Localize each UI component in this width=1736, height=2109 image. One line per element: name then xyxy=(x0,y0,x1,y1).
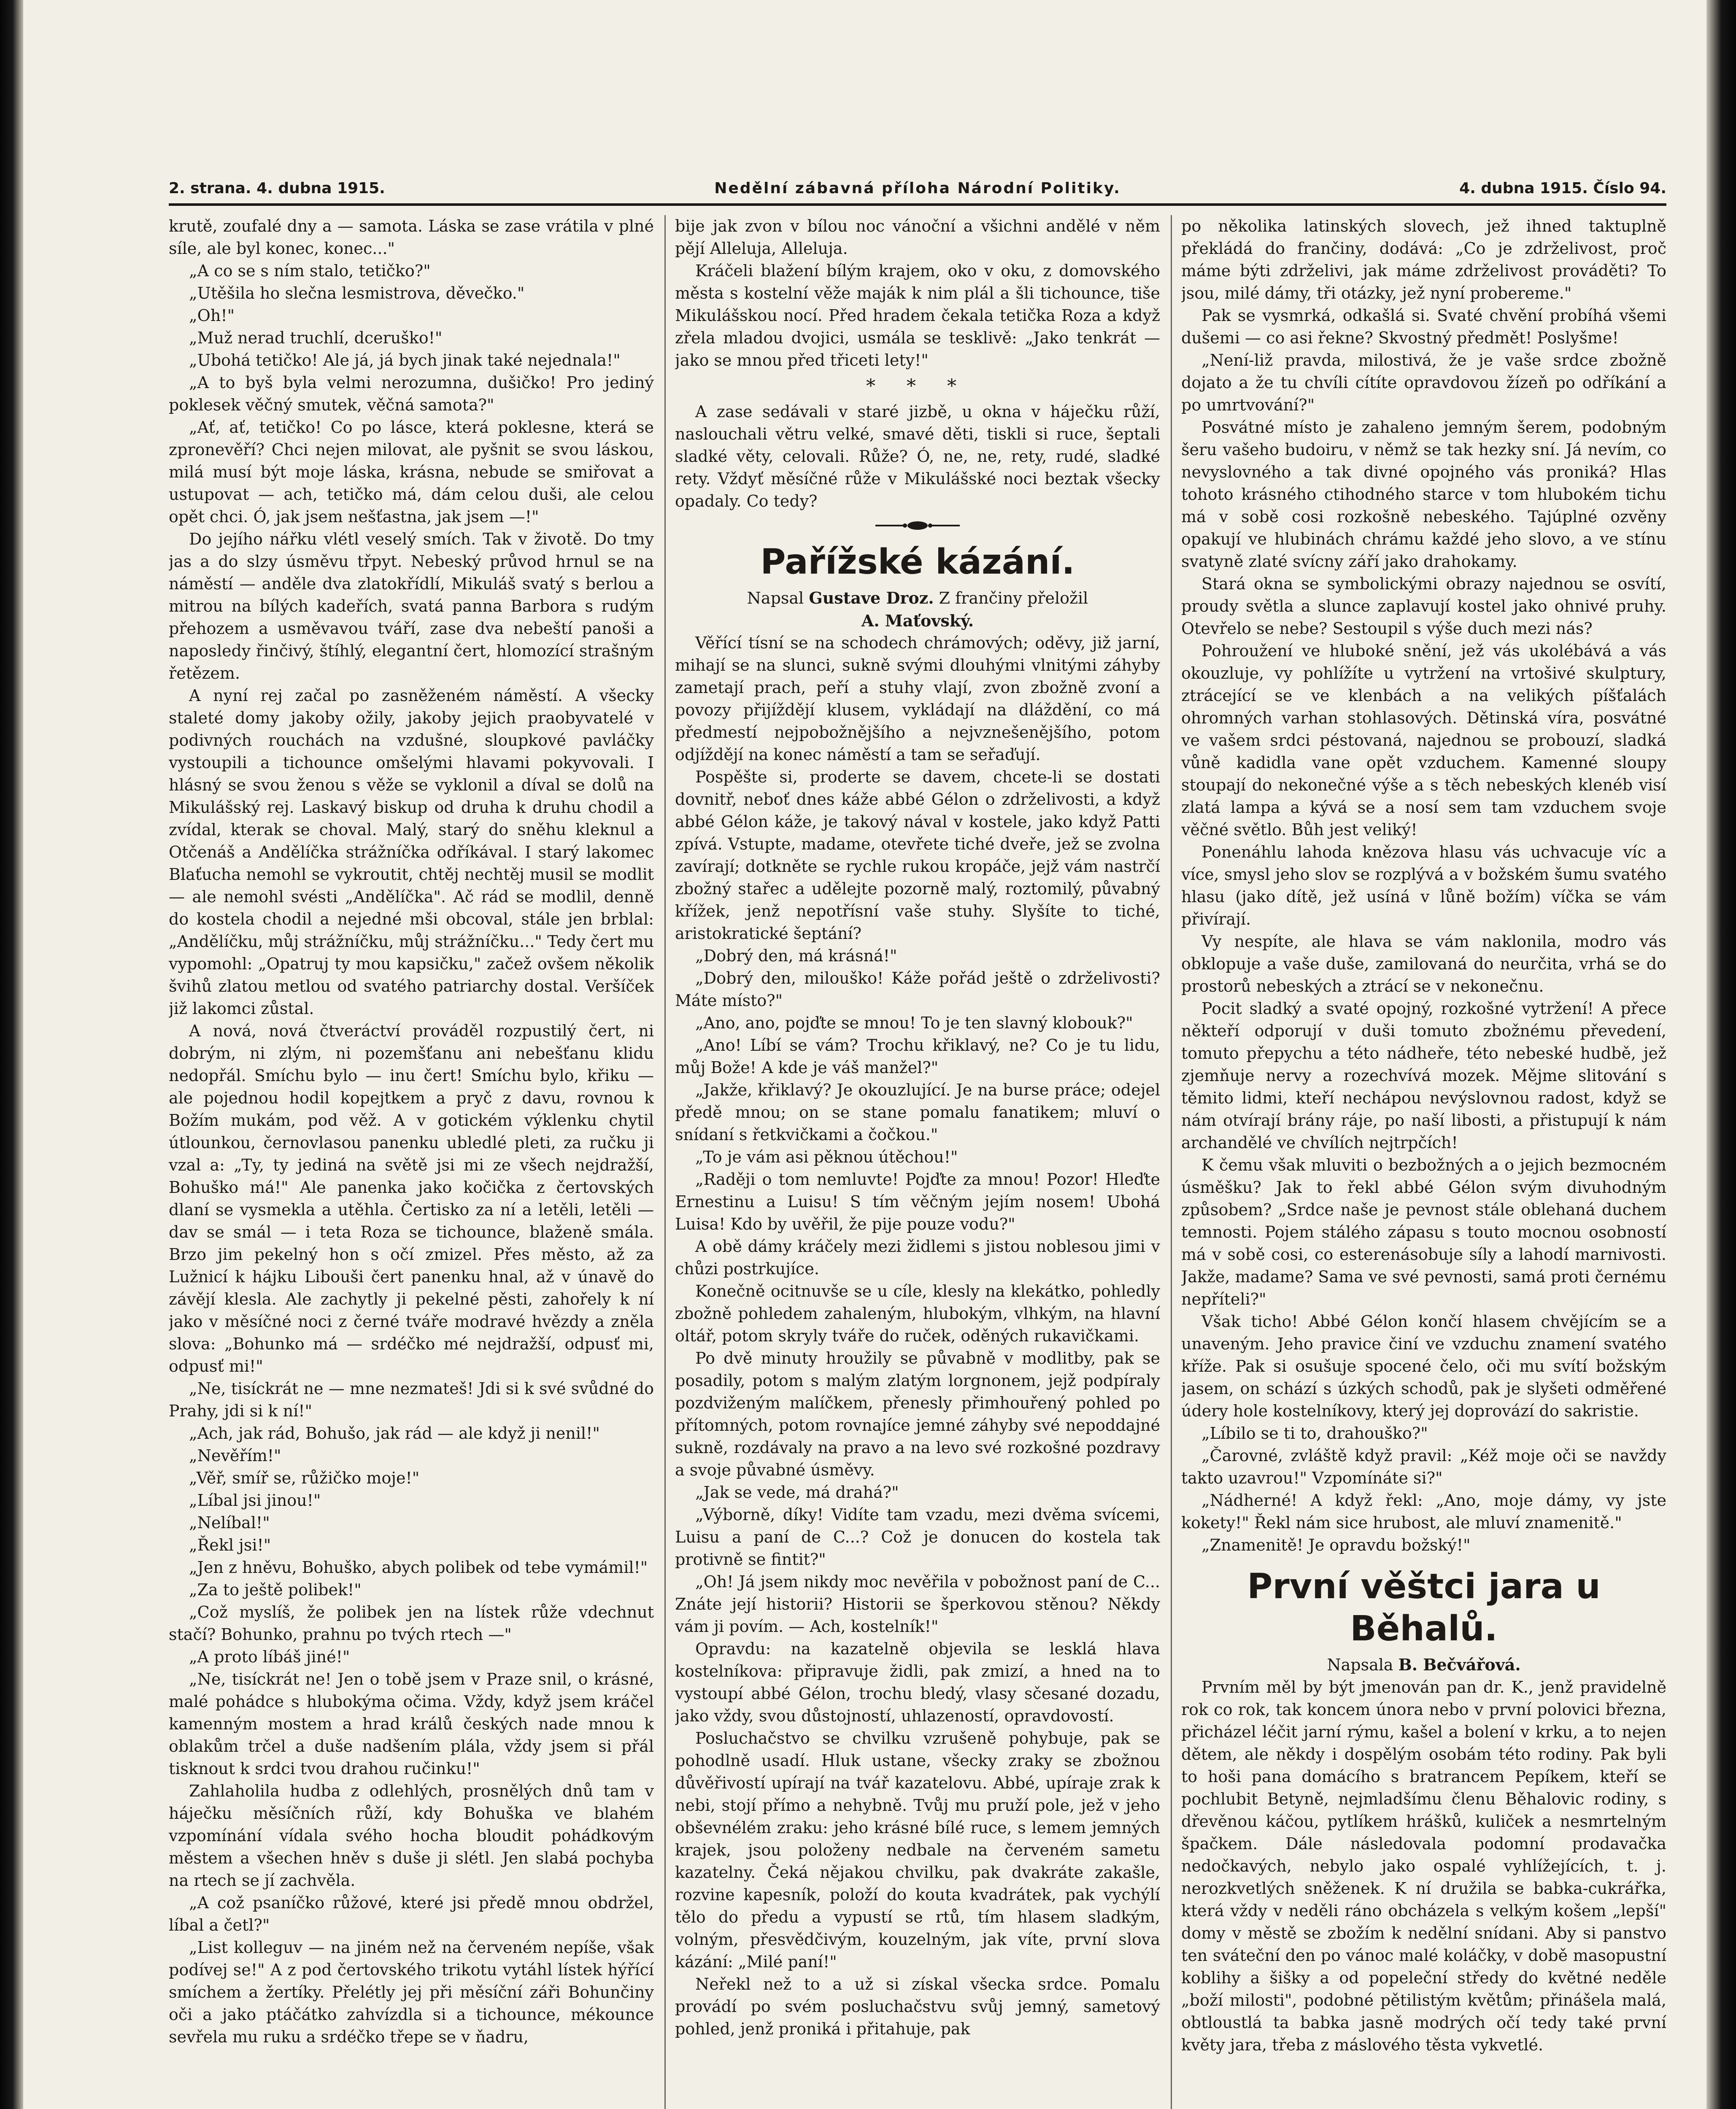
paragraph: „Utěšila ho slečna lesmistrova, děvečko." xyxy=(189,284,525,302)
paragraph: „Líbal jsi jinou!" xyxy=(189,1491,321,1510)
article-title: Pařížské kázání. xyxy=(760,542,1075,582)
paragraph: po několika latinských slovech, jež ihned taktuplně překládá do frančiny, dodává: „Co je zdrželivost, proč máme býti zdrželivi, jak máme zdrželivost prováděti? To jsou, milé dámy, tři otázky, jež nyní probereme." xyxy=(1181,217,1666,302)
paragraph: bije jak zvon v bílou noc vánoční a všichni andělé v něm pějí Alleluja, Alleluja. xyxy=(675,217,1160,258)
paragraph: „Oh!" xyxy=(189,306,235,325)
paragraph: krutě, zoufalé dny a — samota. Láska se zase vrátila v plné síle, ale byl konec, konec..." xyxy=(169,217,654,258)
ornament-icon xyxy=(871,519,964,532)
paragraph: „Nádherné! A když řekl: „Ano, moje dámy, vy jste kokety!" Řekl nám sice hrubost, ale mluví znamenitě." xyxy=(1181,1491,1666,1532)
paragraph: Pohroužení ve hluboké snění, jež vás ukolébává a vás okouzluje, vy pohlížíte u vytržení na vrtošivé skulptury, ztrácející se ve klenbách a na velikých píšťalách ohromných varhan stohlasových. Dětinská víra, posvátné ve vašem srdci péstovaná, najednou se probouzí, sladká vůně kadidla vane opět vzduchem. Kamenné sloupy stoupají do nekonečné výše a s těch nebeských klenéb visí zlatá lampa a kývá se a nosí sem tam vzduchem svoje věčné světlo. Bůh jest veliký! xyxy=(1181,642,1666,839)
paragraph: Pospěšte si, proderte se davem, chcete-li se dostati dovnitř, neboť dnes káže abbé Gélon o zdrželivosti, a když abbé Gélon káže, je takový nával v kostele, jako když Patti zpívá. Vstupte, madame, otevřete tiché dveře, jež se zvolna zavírají; dotkněte se rychle rukou kropáče, jejž vám nastrčí zbožný stařec a udělejte pozorně malý, roztomilý, půvabný křížek, jenž nepotřísní vaše stuhy. Slyšíte to tiché, aristokratické šeptání? xyxy=(675,768,1160,943)
paragraph: Po dvě minuty hroužily se půvabně v modlitby, pak se posadily, potom s malým zlatým lorgnonem, jejž podpíraly pozdviženým malíčkem, přenesly přimhouřený pohled po přítomných, potom rovnajíce jemné záhyby své nepoddajné sukně, rozdávaly na pravo a na levo své rozkošné pozdravy a svoje půvabné úsměvy. xyxy=(675,1349,1160,1479)
paragraph: „List kolleguv — na jiném než na červeném nepíše, však podívej se!" A z pod čertovského trikotu vytáhl lístek hýřící smíchem a žertíky. Přelétly jej při měsíční záři Bohunčiny oči a jako ptáčátko zahvízdla si a tichounce, mékounce sevřela mu ruku a srdéčko třepe se v ňadru, xyxy=(169,1938,654,2046)
paragraph: A nová, nová čtveráctví prováděl rozpustilý čert, ni dobrým, ni zlým, ni pozemšťanu ani nebešťanu klidu nedopřál. Smíchu bylo — inu čert! Smíchu bylo, křiku — ale pojednou hodil kopejtkem a pryč z davu, rovnou k Božím mukám, pod věž. A v gotickém výklenku chytil útlounkou, černovlasou panenku ubledlé pleti, za ručku ji vzal a: „Ty, ty jediná na světě jsi mi ze všech nejdražší, Bohuško má!" Ale panenka jako kočička z čertovských dlaní se vysmekla a utěhla. Čertisko za ní a letěli, letěli — dav se smál — i teta Roza se tichounce, blaženě smála. Brzo jim pekelný hon s očí zmizel. Přes město, až za Lužnicí k hájku Libouši čert panenku hnal, až v únavě do závějí klesla. Ale zachytly ji pekelné pěsti, zahořely k ní jako v měsíčné noci z černé tváře modravé hvězdy a zněla slova: „Bohunko má — srdéčko mé nejdražší, odpusť mi, odpusť mi!" xyxy=(169,1022,654,1375)
paragraph: „Dobrý den, má krásná!" xyxy=(695,947,897,965)
byline-prefix: Napsala xyxy=(1327,1656,1393,1674)
paragraph: „Není-liž pravda, milostivá, že je vaše srdce zbožně dojato a že tu chvíli cítíte opravdovou žízeň po odříkání a po umrtvování?" xyxy=(1181,351,1666,414)
header-right: 4. dubna 1915. Číslo 94. xyxy=(1459,180,1666,197)
paragraph: „A proto líbáš jiné!" xyxy=(189,1648,350,1666)
paragraph: Neřekl než to a už si získal všecka srdce. Pomalu provádí po svém posluchačstvu svůj jemný, sametový pohled, jenž proniká i přitahuje, pak xyxy=(675,1975,1160,2038)
article-title: První věštci jara u Běhalů. xyxy=(1247,1567,1601,1649)
column-separator xyxy=(1171,215,1172,2109)
byline-translation: Z frančiny přeložil xyxy=(939,589,1088,607)
header-left: 2. strana. 4. dubna 1915. xyxy=(169,180,385,197)
header-center: Nedělní zábavná příloha Národní Politiky. xyxy=(714,180,1121,197)
paragraph: „Raději o tom nemluvte! Pojďte za mnou! Pozor! Hleďte Ernestinu a Luisu! S tím věčným jejím nosem! Ubohá Luisa! Kdo by uvěřil, že pije pouze vodu?" xyxy=(675,1170,1160,1233)
paragraph: „Jakže, křiklavý? Je okouzlující. Je na burse práce; odejel předě mnou; on se stane pomalu fanatikem; mluví o snídaní s řetkvičkami a čočkou." xyxy=(675,1081,1160,1144)
paragraph: Ponenáhlu lahoda knězova hlasu vás uchvacuje víc a více, smysl jeho slov se rozplývá a v božském šumu svatého hlasu (jako dítě, jež usíná v lůně božím) víčka se vám přivírají. xyxy=(1181,843,1666,928)
paragraph: „Oh! Já jsem nikdy moc nevěřila v pobožnost paní de C... Znáte její historii? Historii se šperkovou stěnou? Někdy vám ji povím. — Ach, kostelník!" xyxy=(675,1572,1160,1636)
paragraph: Vy nespíte, ale hlava se vám naklonila, modro vás obklopuje a vaše duše, zamilovaná do neurčita, vrhá se do prostorů nebeských a ztrácí se v nekonečnu. xyxy=(1181,932,1666,995)
paragraph: „Líbilo se ti to, drahouško?" xyxy=(1201,1424,1428,1443)
paragraph: Věřící tísní se na schodech chrámových; oděvy, již jarní, mihají se na slunci, sukně svými dlouhými vlnitými záhyby zametají prach, peří a stuhy vlají, zvon zbožně zvoní a povozy přijíždějí klusem, vykládají na dláždění, co má předmestí nejpobožnějšího a nejvznešenějšího, potom odjíždějí na konec náměstí a tam se seřaďují. xyxy=(675,634,1160,764)
paragraph: Prvním měl by být jmenován pan dr. K., jenž pravidelně rok co rok, tak koncem února nebo v první polovici března, přicházel léčit jarní rýmu, kašel a bolení v krku, a to nejen dětem, ale někdy i dospělým osobám této rodiny. Pak byli to hoši pana domácího s bratrancem Pepíkem, kteří se pochlubit Betyně, nejmladšímu členu Běhalovic rodiny, s dřevěnou káčou, pytlíkem hrášků, kuliček a nesmrtelným špačkem. Dále následovala podomní prodavačka nedočkavých, nebylo jako ospalé vyhlížejících, t. j. nerozkvetlých sněženek. K ní družila se babka-cukrářka, která vždy v neděli ráno obcházela s velkým košem „lepší" domy v městě se zbožím k nedělní snídani. Aby si panstvo ten sváteční den po vánoc malé koláčky, v době masopustní koblihy a šišky a od popeleční středy do květné neděle „boží milosti", podobné pětilistým květům; přinášela malá, obtloustlá ta babka jasně modrých očí tedy také první květy jara, třeba z máslového těsta vykvetlé. xyxy=(1181,1678,1666,2054)
paragraph: „Za to ještě polibek!" xyxy=(189,1580,362,1599)
byline xyxy=(675,587,1160,610)
paragraph: „Ne, tisíckrát ne — mne nezmateš! Jdi si k své svůdné do Prahy, jdi si k ní!" xyxy=(169,1379,654,1420)
paragraph: „Nevěřím!" xyxy=(189,1446,281,1465)
paragraph: „Ne, tisíckrát ne! Jen o tobě jsem v Praze snil, o krásné, malé pohádce s hlubokýma očima. Vždy, když jsem kráčel kamenným mostem a hrad králů českých nade mnou k oblakům trčel a duše nadšením plála, vždy jsem si přál tisknout k srdci tvou drahou ručinku!" xyxy=(169,1670,654,1778)
scan-edge-left xyxy=(0,0,23,2109)
paragraph: „A to byš byla velmi nerozumna, dušičko! Pro jediný poklesek věčný smutek, věčná samota?" xyxy=(169,373,654,414)
byline-author: Gustave Droz. xyxy=(809,588,934,607)
paragraph: Do jejího nářku vlétl veselý smích. Tak v životě. Do tmy jas a do slzy úsměvu třpyt. Nebeský průvod hrnul se na náměstí — anděle dva zlatokřídlí, Mikuláš svatý s berlou a mitrou na bílých kadeřích, svatá panna Barbora s rudým přehozem a usměvavou tváří, zase dva nebeští panoši a naposledy řinčivý, štíhlý, elegantní čert, hlomozící strašným řetězem. xyxy=(169,530,654,682)
paragraph: K čemu však mluviti o bezbožných a o jejich bezmocném úsměšku? Jak to řekl abbé Gélon svým divuhodným způsobem? „Srdce naše je pevnost stále oblehaná duchem temnosti. Pojem stálého zápasu s touto mocnou osobností má v sobě cosi, co esterenásobuje síly a lahodí marnivosti. Jakže, madame? Sama ve své pevnosti, samá proti černému nepříteli?" xyxy=(1181,1156,1666,1308)
paragraph: „Ach, jak rád, Bohušo, jak rád — ale když ji nenil!" xyxy=(189,1424,600,1443)
paragraph: „Což myslíš, že polibek jen na lístek růže vdechnut stačí? Bohunko, prahnu po tvých rtech —" xyxy=(169,1603,654,1644)
scan-edge-right xyxy=(1706,0,1736,2109)
paragraph: „A co se s ním stalo, tetičko?" xyxy=(189,262,431,280)
paragraph: Zahlaholila hudba z odlehlých, prosnělých dnů tam v háječku měsíčních růží, kdy Bohuška ve blahém vzpomínání vídala svého hocha bloudit pohádkovým městem a všechen hněv s duše ji slétl. Jen slabá pochyba na rtech se jí zachvěla. xyxy=(169,1782,654,1890)
paragraph: „Dobrý den, milouško! Káže pořád ještě o zdrželivosti? Máte místo?" xyxy=(675,969,1160,1010)
paragraph: „To je vám asi pěknou útěchou!" xyxy=(695,1148,958,1166)
paragraph: Konečně ocitnuvše se u cíle, klesly na klekátko, pohledly zbožně pohledem zahaleným, hlubokým, vlhkým, na hlavní oltář, potom skryly tváře do ruček, oděných rukavičkami. xyxy=(675,1282,1160,1345)
paragraph: „Jak se vede, má drahá?" xyxy=(695,1483,899,1502)
paragraph: Posvátné místo je zahaleno jemným šerem, podobným šeru vašeho budoiru, v němž se tak hezky sní. Já nevím, co nevyslovného a tak divné opojného vás proniká? Hlas tohoto krásného ctihodného starce v tom hlubokém tichu má v sobě cosi rozkošně nebeského. Tajúplné ozvěny opakují ve hlubinách chrámu každé jeho slovo, a ve stínu svatyně zlaté svícny září jako drahokamy. xyxy=(1181,418,1666,571)
paragraph: Pocit sladký a svaté opojný, rozkošné vytržení! A přece někteří odporují v duši tomuto zbožnému převedení, tomuto přepychu a této nádheře, této nebeské hudbě, jež zjemňuje nervy a rozechvívá mozek. Mějme slitování s těmito lidmi, kteří nechápou nevýslovnou radost, když se nám otvírají brány ráje, po naší libosti, a přistupují k nám archandělé ve chvílích nejtrpčích! xyxy=(1181,999,1666,1152)
paragraph: „Ano, ano, pojďte se mnou! To je ten slavný klobouk?" xyxy=(695,1014,1133,1032)
paragraph: A zase sedávali v staré jizbě, u okna v háječku růží, naslouchali větru velké, smavé děti, tiskli si ruce, šeptali sladké věty, celovali. Růže? Ó, ne, ne, rety, rudé, sladké rety. Vždyť měsíčné růže v Mikulášské noci beztak všecky opadaly. Co tedy? xyxy=(675,402,1160,510)
newspaper-page xyxy=(169,177,1666,2109)
paragraph: Kráčeli blažení bílým krajem, oko v oku, z domovského města s kostelní věže maják k nim plál a šli tichounce, tiše Mikulášskou nocí. Před hradem čekala tetička Roza a když zřela mladou dvojici, usmála se tesklivě: „Jako tenkrát — jako se mnou před třiceti lety!" xyxy=(675,262,1160,369)
paragraph: „A což psaníčko růžové, které jsi předě mnou obdržel, líbal a četl?" xyxy=(169,1893,654,1934)
paragraph: Však ticho! Abbé Gélon končí hlasem chvějícím se a unaveným. Jeho pravice činí ve vzduchu znamení svatého kříže. Pak si osušuje spocené čelo, oči mu svítí božským jasem, on schází s úzkých schodů, pak je slyšeti odměřené údery hole kostelníkovy, který jej doprovází do sakristie. xyxy=(1181,1312,1666,1420)
paragraph: „Čarovné, zvláště když pravil: „Kéž moje oči se navždy takto uzavrou!" Vzpomínáte si?" xyxy=(1181,1446,1666,1487)
paragraph: Pak se vysmrká, odkašlá si. Svaté chvění probíhá všemi dušemi — co asi řekne? Skvostný předmět! Poslyšme! xyxy=(1181,306,1666,347)
column-separator xyxy=(664,215,666,2109)
byline xyxy=(1181,1653,1666,1676)
column-3 xyxy=(1181,215,1666,2109)
paragraph: „Jen z hněvu, Bohuško, abych polibek od tebe vymámil!" xyxy=(189,1558,648,1577)
paragraph: „Ano! Líbí se vám? Trochu křiklavý, ne? Co je tu lidu, můj Bože! A kde je váš manžel?" xyxy=(675,1036,1160,1077)
column-2 xyxy=(675,215,1160,2109)
paragraph: „Znamenitě! Je opravdu božský!" xyxy=(1201,1536,1471,1554)
paragraph: Posluchačstvo se chvilku vzrušeně pohybuje, pak se pohodlně usadí. Hluk ustane, všecky zraky se zbožnou důvěřivostí upírají na tvář kazatelovu. Abbé, upíraje zrak k nebi, stojí přímo a nehybně. Tvůj mu pruží pole, jež v jeho obševnélém zraku: jeho krásné bílé ruce, s lemem jemných krajek, jsou položeny nedbale na červeném sametu kazatelny. Čeká nějakou chvilku, pak dvakráte zakašle, rozvine kapesník, položí do kouta kvadrátek, pak vychýlí tělo do předu a vypustí se rtů, tím hlasem sladkým, volným, přesvědčivým, kouzelným, jak víte, první slova kázání: „Milé paní!" xyxy=(675,1729,1160,1971)
section-stars: * * * xyxy=(866,375,969,397)
paragraph: „Věř, smíř se, růžičko moje!" xyxy=(189,1469,420,1487)
byline-prefix: Napsal xyxy=(747,589,804,607)
paragraph: „Výborně, díky! Vidíte tam vzadu, mezi dvěma svícemi, Luisu a paní de C...? Což je donucen do kostela tak protivně se fintit?" xyxy=(675,1505,1160,1569)
byline-author: B. Bečvářová. xyxy=(1398,1655,1521,1674)
paragraph: A obě dámy kráčely mezi židlemi s jistou noblesou jimi v chůzi postrkujíce. xyxy=(675,1237,1160,1278)
column-1 xyxy=(169,215,654,2109)
paragraph: „Nelíbal!" xyxy=(189,1513,270,1532)
paragraph: „Ať, ať, tetičko! Co po lásce, která poklesne, která se zpronevěří? Chci nejen milovat, ale pyšnit se svou láskou, milá musí být moje láska, krásna, nebude se smiřovat a ustupovat — ach, tetičko má, dám celou duši, ale celou opět chci. Ó, jak jsem nešťastna, jak jsem —!" xyxy=(169,418,654,526)
paragraph: Opravdu: na kazatelně objevila se lesklá hlava kostelníkova: připravuje židli, pak zmizí, a hned na to vystoupí abbé Gélon, trochu bledý, vlasy sčesané dozadu, jako vždy, svou důstojností, uhlazeností, opravdovostí. xyxy=(675,1640,1160,1725)
paragraph: „Řekl jsi!" xyxy=(189,1536,271,1554)
header-rule xyxy=(169,203,1666,206)
ornament-divider xyxy=(675,519,1160,532)
paragraph: „Muž nerad truchlí, dceruško!" xyxy=(189,329,443,347)
byline-translator: A. Maťovský. xyxy=(861,611,974,630)
page-header xyxy=(169,177,1666,202)
paragraph: A nyní rej začal po zasněženém náměstí. A všecky staleté domy jakoby ožily, jakoby jejich praobyvatelé v podivných rouchách na vzdušné, sloupkové pavláčky vystoupili a tichounce omšelými hlavami pokyvovali. I hlásný se svou ženou s věže se vyklonil a díval se dolů na Mikulášský rej. Laskavý biskup od druha k druhu chodil a zvídal, kterak se choval. Malý, starý do sněhu kleknul a Otčenáš a Andělíčka strážníčka odříkával. I starý lakomec Blaťucha nemohl se vykroutit, chtěj nechtěj musil se modlit — ale nemohl svésti „Andělíčka". Ač rád se modlil, denně do kostela chodil a nejedné mši obcoval, stále jen brblal: „Andělíčku, můj strážníčku, můj strážníčku..." Tedy čert mu vypomohl: „Opatruj ty mou kapsičku," začež ovšem několik švihů zlatou metlou od svatého patriarchy dostal. Veršíček již lakomci zůstal. xyxy=(169,686,654,1018)
paragraph: Stará okna se symbolickými obrazy najednou se osvítí, proudy světla a slunce zaplavují kostel jako ohnivé pruhy. Otevřelo se nebe? Sestoupil s výše duch mezi nás? xyxy=(1181,574,1666,638)
paragraph: „Ubohá tetičko! Ale já, já bych jinak také nejednala!" xyxy=(189,351,621,369)
